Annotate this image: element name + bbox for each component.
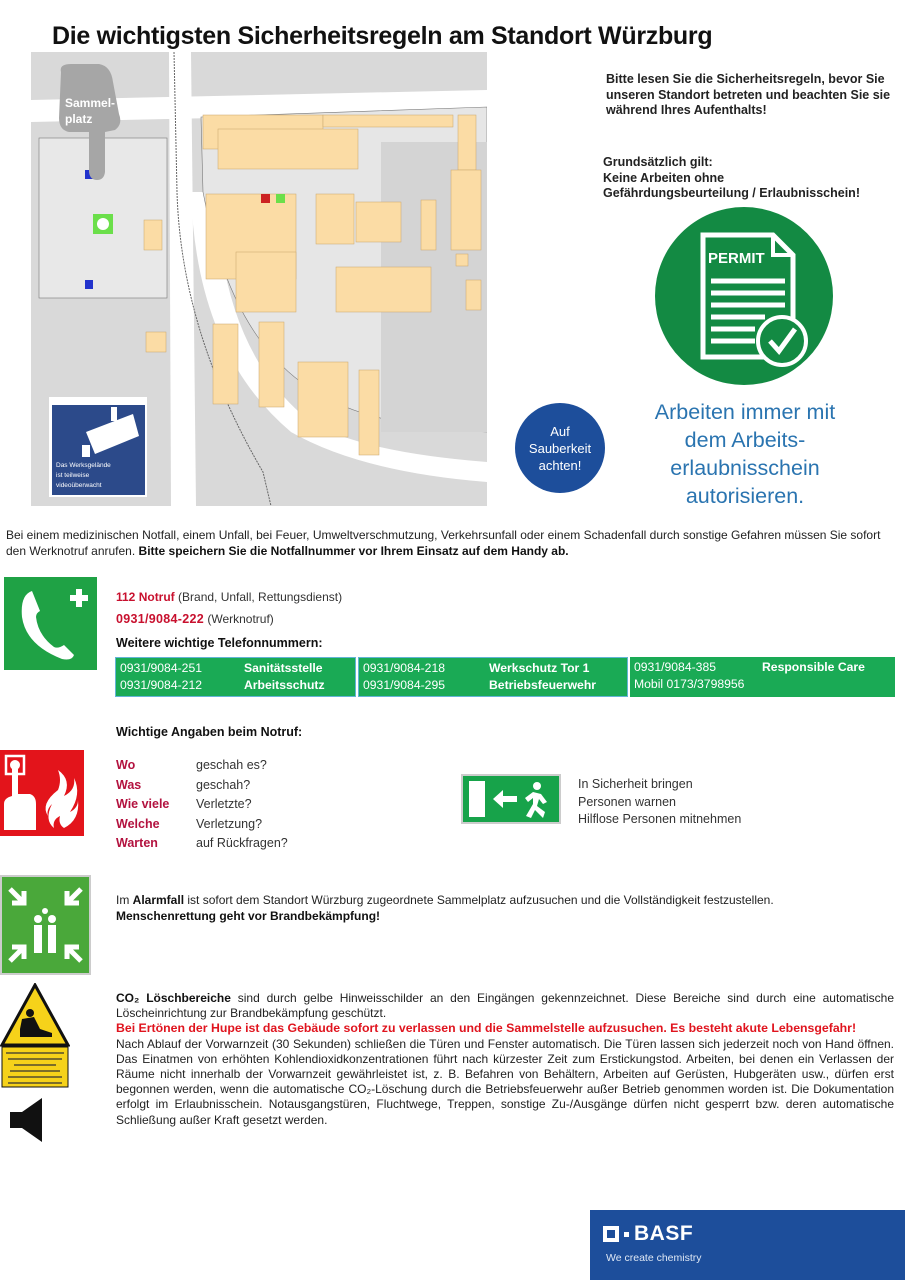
evacuation-item: In Sicherheit bringen: [578, 777, 693, 791]
call-info-item: [116, 795, 288, 815]
co2-intro-text: sind durch gelbe Hinweisschilder an den Eingängen gekennzeichnet. Diese Bereiche sind durch eine automatische Löscheinrichtung zur Brandbekämpfung geschützt.: [116, 991, 894, 1021]
cleanliness-badge: [515, 403, 605, 493]
call-info-key: Wo: [116, 758, 136, 772]
phone-box-3: [630, 657, 895, 697]
call-info-key: Was: [116, 777, 142, 792]
emergency-intro: [6, 527, 901, 559]
emergency-phone-icon: [2, 575, 99, 672]
basic-rule-line-2: Keine Arbeiten ohne: [603, 170, 725, 185]
plant-emergency: [116, 612, 274, 626]
more-numbers-title: Weitere wichtige Telefonnummern:: [116, 636, 323, 650]
intro-text: Bitte lesen Sie die Sicherheitsregeln, bevor Sie unseren Standort betreten und beachten Sie sie während Ihres Aufenthalts!: [606, 72, 891, 117]
fire-alarm-marker: [261, 194, 270, 203]
phone-entry: [120, 660, 351, 677]
emergency-112-desc: (Brand, Unfall, Rettungsdienst): [174, 590, 343, 604]
permit-message-line-3: erlaubnisschein: [670, 456, 820, 480]
co2-title: CO₂ Löschbereiche: [116, 991, 231, 1005]
call-info-value: auf Rückfragen?: [196, 836, 288, 850]
co2-body: Nach Ablauf der Vorwarnzeit (30 Sekunden) schließen die Türen und Fenster automatisch. Die Türen lassen sich jederzeit noch von Hand öffnen. Das Einatmen von erhöhten Kohlendioxidkonzentrationen führt nach kürzester Zeit zum Erstickungstod. Arbeiten, bei denen ein Verlassen der Räume nicht innerhalb der Vorwarnzeit gewährleistet ist, z. B. Befahren von Behältern, Arbeiten auf Gerüsten, Hubgeräten usw., dürfen erst begonnen werden, wenn die automatische CO₂-Löschung durch die Betriebsfeuerwehr außer Betrieb genommen worden ist. Die Dokumentation erfolgt im Erlaubnisschein. Notausgangstüren, Fluchtwege, Treppen, sonstige Zu-/Ausgänge dürfen nicht gesperrt bzw. deren automatische Schließung außer Kraft gesetzt werden.: [116, 1036, 894, 1127]
call-info-item: [116, 834, 288, 854]
parking-marker: [85, 280, 93, 289]
fire-alarm-icon: [0, 750, 84, 836]
emergency-112: [116, 590, 342, 604]
first-aid-marker: [276, 194, 285, 203]
evacuation-list: [578, 776, 741, 829]
call-info-item: [116, 815, 288, 835]
phone-entry: [363, 677, 623, 694]
phone-label: Werkschutz Tor 1: [489, 661, 590, 675]
basf-dot-icon: [624, 1232, 629, 1237]
basic-rule-line-1: Grundsätzlich gilt:: [603, 155, 713, 169]
assembly-point-icon: [0, 875, 91, 975]
basf-logo: [590, 1210, 905, 1280]
phone-number: 0931/9084-218: [363, 661, 446, 675]
phone-number: 0931/9084-385: [634, 660, 717, 674]
horn-icon: [10, 1098, 44, 1142]
cleanliness-line-2: Sauberkeit: [528, 440, 592, 456]
phone-box-1: [115, 657, 356, 697]
rescue-priority: Menschenrettung geht vor Brandbekämpfung!: [116, 909, 381, 923]
phone-number: 0931/9084-295: [363, 677, 446, 692]
co2-horn-warning: Bei Ertönen der Hupe ist das Gebäude sofort zu verlassen und die Sammelstelle aufzusuchen. Es besteht akute Lebensgefahr!: [116, 1021, 857, 1036]
basf-name: BASF: [634, 1222, 694, 1245]
video-notice-2: ist teilweise: [56, 472, 90, 479]
phone-number: 0931/9084-212: [120, 677, 203, 692]
call-info-value: Verletzte?: [196, 797, 252, 811]
cleanliness-line-1: Auf: [550, 423, 570, 439]
call-info-item: [116, 756, 288, 776]
permit-message: [620, 398, 870, 510]
call-info-key: Warten: [116, 836, 158, 850]
call-info-value: geschah?: [196, 777, 251, 792]
video-notice-1: Das Werksgelände: [56, 462, 111, 469]
co2-intro: [116, 991, 894, 1021]
permit-message-line-4: autorisieren.: [685, 484, 805, 508]
evacuation-item: Hilflose Personen mitnehmen: [578, 812, 742, 826]
assembly-label-2: platz: [65, 112, 93, 126]
call-info-list: [116, 756, 288, 854]
call-info-key: Wie viele: [116, 797, 170, 811]
site-map: [31, 52, 487, 506]
alarm-instructions: [116, 892, 901, 924]
phone-number: Mobil 0173/3798956: [634, 676, 745, 691]
assembly-label-1: Sammel-: [65, 96, 116, 110]
permit-icon: [655, 207, 833, 385]
call-info-value: geschah es?: [196, 758, 267, 772]
basf-square-icon: [603, 1226, 619, 1242]
co2-section: [116, 991, 894, 1128]
basf-wordmark: [603, 1222, 693, 1246]
phone-label: Responsible Care: [762, 660, 865, 674]
permit-message-line-1: Arbeiten immer mit: [654, 400, 836, 424]
permit-message-line-2: dem Arbeits-: [684, 428, 806, 452]
permit-icon-label: PERMIT: [708, 250, 765, 267]
alarm-text-post: ist sofort dem Standort Würzburg zugeordnete Sammelplatz aufzusuchen und die Vollständigkeit festzustellen.: [184, 893, 774, 907]
emergency-exit-icon: [461, 774, 561, 824]
plant-emergency-desc: (Werknotruf): [204, 612, 274, 626]
phone-entry: [634, 676, 891, 693]
alarm-text-bold: Alarmfall: [132, 893, 185, 907]
call-info-value: Verletzung?: [196, 816, 263, 831]
phone-entry: [120, 677, 351, 694]
phone-label: Betriebsfeuerwehr: [489, 677, 597, 692]
phone-label: Arbeitsschutz: [244, 677, 325, 692]
co2-warning-icon: [0, 983, 70, 1089]
site-map-drawing: [31, 52, 487, 506]
cleanliness-line-3: achten!: [538, 457, 582, 473]
call-info-title: Wichtige Angaben beim Notruf:: [116, 725, 303, 739]
alarm-text-pre: Im: [116, 893, 133, 907]
plant-emergency-number: 0931/9084-222: [116, 612, 205, 626]
emergency-intro-text: Bei einem medizinischen Notfall, einem Unfall, bei Feuer, Umweltverschmutzung, Verkehrsunfall oder einem Schadenfall durch sonstige Gefahren müssen Sie sofort den Werknotruf anrufen.: [6, 528, 881, 558]
evacuation-item: Personen warnen: [578, 794, 676, 809]
phone-entry: [363, 660, 623, 677]
phone-label: Sanitätsstelle: [244, 661, 323, 675]
phone-box-2: [358, 657, 628, 697]
phone-entry: [634, 659, 891, 676]
call-info-key: Welche: [116, 816, 160, 831]
call-info-item: [116, 776, 288, 796]
video-notice-3: videoüberwacht: [56, 482, 102, 489]
emergency-intro-bold: Bitte speichern Sie die Notfallnummer vor Ihrem Einsatz auf dem Handy ab.: [138, 544, 569, 558]
phone-number: 0931/9084-251: [120, 661, 203, 675]
page-title: Die wichtigsten Sicherheitsregeln am Standort Würzburg: [52, 22, 713, 50]
basic-rule: [603, 155, 905, 202]
basic-rule-line-3: Gefährdungsbeurteilung / Erlaubnisschein!: [603, 186, 860, 200]
basf-tagline: We create chemistry: [606, 1252, 702, 1264]
emergency-112-label: 112 Notruf: [116, 590, 175, 604]
